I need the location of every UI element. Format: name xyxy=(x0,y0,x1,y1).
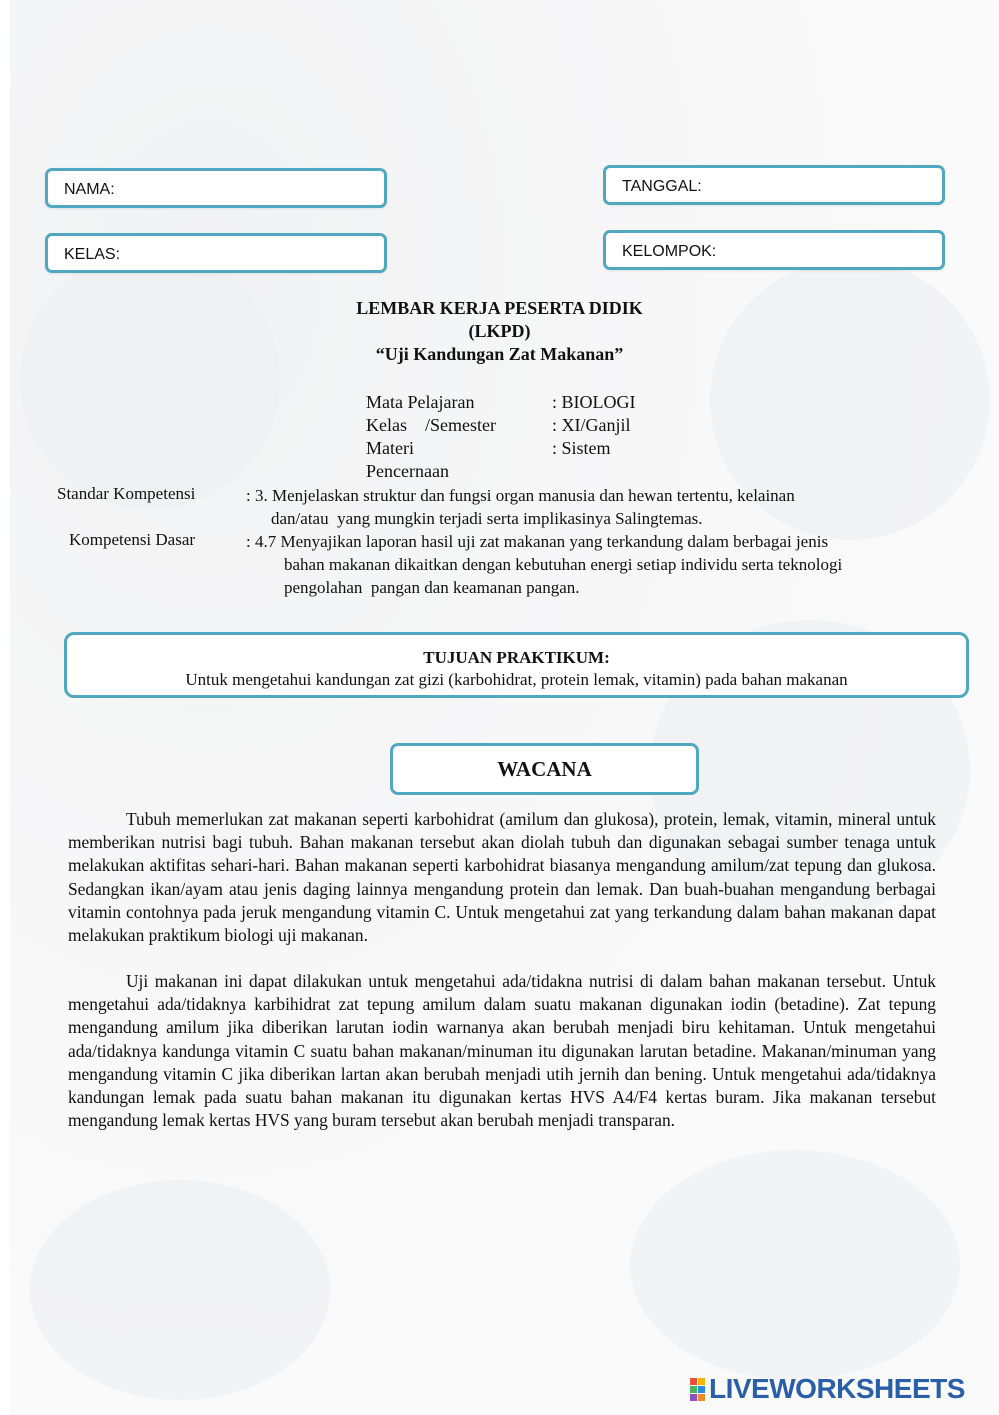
liveworksheets-logo xyxy=(690,1374,965,1404)
liveworksheets-logo-text: LIVEWORKSHEETS xyxy=(709,1373,965,1404)
basic-competence-text: : 4.7 Menyajikan laporan hasil uji zat makanan yang terkandung dalam berbagai jenis xyxy=(246,532,829,551)
standard-competence-label: Standar Kompetensi xyxy=(57,484,196,503)
class-field[interactable] xyxy=(45,233,387,273)
document-subtitle: (LKPD) xyxy=(468,321,531,341)
class-semester-value: : XI/Ganjil xyxy=(552,415,631,435)
reading-paragraph-1: Tubuh memerlukan zat makanan seperti karbohidrat (amilum dan glukosa), protein, lemak, vitamin, mineral untuk memberikan nutrisi bagi tubuh. Bahan makanan tersebut akan diolah tubuh dan digunakan sebagai sumber tenaga untuk melakukan aktifitas sehari-hari. Bahan makanan seperti karbohidrat biasanya mengandung amilum/zat tepung dan glukosa. Sedangkan ikan/ayam atau jenis daging lainnya mengandung protein dan lemak. Dan buah-buahan mengandung berbagai vitamin contohnya pada jeruk mengandung vitamin C. Untuk mengetahui zat yang terkandung dalam bahan makanan dapat melakukan praktikum biologi uji makanan. xyxy=(68,809,936,946)
objective-box xyxy=(64,632,969,698)
basic-competence-label: Kompetensi Dasar xyxy=(69,530,196,549)
class-semester-label: Kelas /Semester xyxy=(366,415,496,435)
material-value: : Sistem xyxy=(552,438,611,458)
background-decoration xyxy=(20,250,280,510)
group-field[interactable] xyxy=(603,230,945,270)
material-value-continued: Pencernaan xyxy=(366,461,449,481)
subject-label: Mata Pelajaran xyxy=(366,392,475,412)
standard-competence-text: : 3. Menjelaskan struktur dan fungsi organ manusia dan hewan tertentu, kelainan xyxy=(246,486,795,505)
objective-heading: TUJUAN PRAKTIKUM: xyxy=(423,648,610,667)
subject-value: : BIOLOGI xyxy=(552,392,636,412)
liveworksheets-mark-icon xyxy=(690,1378,705,1401)
class-label: KELAS: xyxy=(64,246,121,263)
document-topic: “Uji Kandungan Zat Makanan” xyxy=(375,344,624,364)
date-field[interactable] xyxy=(603,165,945,205)
reading-paragraph-2: Uji makanan ini dapat dilakukan untuk mengetahui ada/tidakna nutrisi di dalam bahan makanan tersebut. Untuk mengetahui ada/tidaknya karbihidrat zat tepung amilum dalam suatu makanan digunakan iodin (betadine). Zat tepung mengandung amilum jika diberikan larutan iodin warnanya akan berubah menjadi biru kehitaman. Untuk mengetahui ada/tidaknya kandunga vitamin C suatu bahan makanan/minuman itu digunakan larutan betadine. Makanan/minuman yang mengandung vitamin C jika diberikan lartan akan berubah menjadi utih jernih dan bening. Untuk mengetahui ada/tidaknya kandungan lemak pada suatu bahan makanan itu digunakan kertas HVS A4/F4 kertas buram. Jika makanan tersebut mengandung lemak kertas HVS yang buram tersebut akan berubah menjadi transparan. xyxy=(68,971,936,1131)
document-title: LEMBAR KERJA PESERTA DIDIK xyxy=(356,298,643,318)
background-decoration xyxy=(30,1180,330,1400)
background-decoration xyxy=(630,1150,960,1380)
standard-competence-text-cont: dan/atau yang mungkin terjadi serta implikasinya Salingtemas. xyxy=(271,509,703,528)
page-background xyxy=(10,0,999,1415)
date-label: TANGGAL: xyxy=(622,178,702,195)
objective-text: Untuk mengetahui kandungan zat gizi (karbohidrat, protein lemak, vitamin) pada bahan makanan xyxy=(185,670,848,689)
group-label: KELOMPOK: xyxy=(622,243,717,260)
reading-heading: WACANA xyxy=(390,743,699,795)
basic-competence-text-cont2: pengolahan pangan dan keamanan pangan. xyxy=(284,578,580,597)
material-label: Materi xyxy=(366,438,414,458)
basic-competence-text-cont: bahan makanan dikaitkan dengan kebutuhan energi setiap individu serta teknologi xyxy=(284,555,843,574)
name-label: NAMA: xyxy=(64,181,115,198)
name-field[interactable] xyxy=(45,168,387,208)
